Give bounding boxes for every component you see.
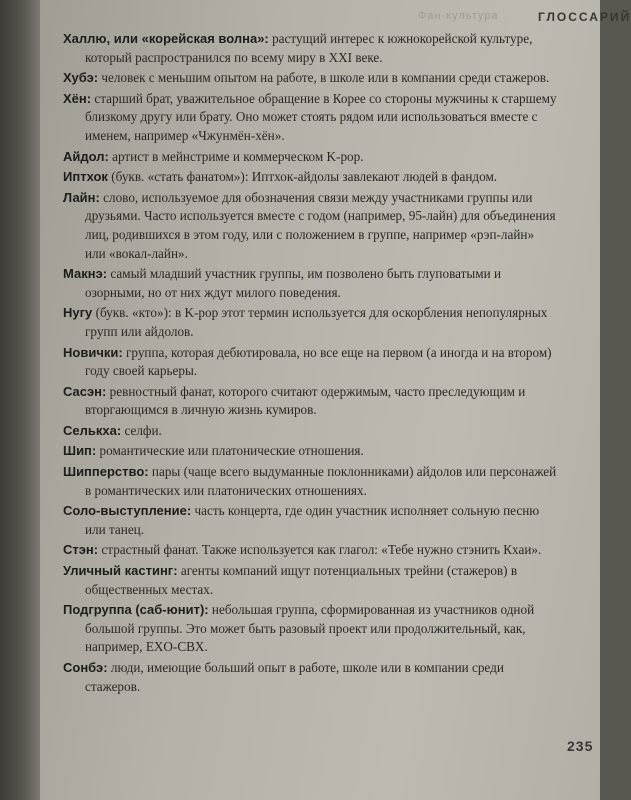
glossary-entry bbox=[63, 168, 558, 187]
glossary-definition: слово, используемое для обозначения связи между участниками группы или друзьями. Часто используется вместе с годом (например, 95-лайн) для объединения лиц, родившихся в этом году, или с положением в группе, например «рэп-лайн» или «вокал-лайн». bbox=[85, 189, 556, 261]
glossary-definition: (букв. «кто»): в K-pop этот термин используется для оскорбления непопулярных групп или айдолов. bbox=[85, 305, 548, 339]
glossary-entry bbox=[63, 90, 558, 146]
glossary-term: Хён: bbox=[63, 90, 92, 106]
glossary-entry bbox=[63, 69, 558, 88]
glossary-term: Айдол: bbox=[63, 148, 109, 164]
glossary-term: Лайн: bbox=[63, 189, 100, 205]
glossary-term: Нугу bbox=[63, 305, 93, 321]
glossary-term: Хубэ: bbox=[63, 70, 99, 86]
glossary-entry bbox=[63, 304, 558, 341]
glossary-entry bbox=[63, 265, 558, 302]
glossary-entry bbox=[63, 463, 558, 500]
glossary-definition: самый младший участник группы, им позволено быть глуповатыми и озорными, но от них ждут милого поведения. bbox=[85, 266, 502, 300]
running-head-faint: Фан-культура bbox=[418, 10, 499, 22]
glossary-definition: небольшая группа, сформированная из участников одной большой группы. Это может быть разовый проект или продолжительный, как, например, EXO-CBX. bbox=[85, 602, 535, 655]
glossary-entry bbox=[63, 601, 558, 657]
glossary-definition: селфи. bbox=[121, 422, 162, 438]
glossary-term: Сонбэ: bbox=[63, 660, 108, 675]
glossary-entry bbox=[63, 541, 558, 560]
glossary-term: Новички: bbox=[63, 344, 123, 360]
glossary-entry bbox=[63, 659, 558, 696]
glossary-definition: ревностный фанат, которого считают одержимым, часто преследующим и вторгающимся в личную жизнь кумиров. bbox=[85, 383, 526, 418]
running-head: ГЛОССАРИЙ bbox=[538, 10, 631, 24]
glossary-term: Шипперство: bbox=[63, 464, 149, 480]
page-gutter-shadow bbox=[0, 0, 40, 800]
glossary-definition: человек с меньшим опытом на работе, в школе или в компании среди стажеров. bbox=[98, 70, 550, 86]
glossary-entry bbox=[63, 442, 558, 461]
glossary-definition: старший брат, уважительное обращение в Корее со стороны мужчины к старшему близкому другу или брату. Оно может стоять рядом или использоваться вместе с именем, например «Чжунмён-хён». bbox=[85, 90, 557, 143]
glossary-term: Селькха: bbox=[63, 422, 122, 438]
glossary-term: Подгруппа (саб-юнит): bbox=[63, 602, 209, 618]
glossary-entry bbox=[63, 148, 558, 167]
glossary-entry bbox=[63, 502, 558, 539]
glossary-definition: романтические или платонические отношения. bbox=[96, 443, 364, 459]
glossary-term: Уличный кастинг: bbox=[63, 563, 178, 579]
glossary-term: Иптхок bbox=[63, 169, 108, 185]
glossary-entry bbox=[63, 562, 558, 599]
glossary-definition: часть концерта, где один участник исполняет сольную песню или танец. bbox=[85, 503, 540, 537]
glossary-term: Шип: bbox=[63, 443, 97, 459]
glossary-term: Сасэн: bbox=[63, 383, 107, 399]
glossary-definition: агенты компаний ищут потенциальных трейни (стажеров) в общественных местах. bbox=[85, 563, 518, 597]
glossary-entry bbox=[63, 422, 558, 441]
glossary-list bbox=[63, 30, 558, 698]
glossary-definition: артист в мейнстриме и коммерческом K-pop. bbox=[108, 148, 364, 164]
glossary-term: Макнэ: bbox=[63, 266, 108, 282]
glossary-definition: пары (чаще всего выдуманные поклонниками) айдолов или персонажей в романтических или платонических отношениях. bbox=[85, 464, 557, 498]
glossary-definition: группа, которая дебютировала, но все еще на первом (а иногда и на втором) году своей карьеры. bbox=[85, 344, 552, 379]
glossary-definition: люди, имеющие больший опыт в работе, школе или в компании среди стажеров. bbox=[85, 660, 504, 694]
glossary-definition: (букв. «стать фанатом»): Иптхок-айдолы завлекают людей в фандом. bbox=[107, 169, 498, 185]
page-number: 235 bbox=[567, 738, 594, 754]
glossary-entry bbox=[63, 344, 558, 381]
glossary-definition: растущий интерес к южнокорейской культуре, который распространился по всему миру в XXI веке. bbox=[85, 31, 533, 65]
glossary-term: Халлю, или «корейская волна»: bbox=[63, 31, 269, 46]
glossary-entry bbox=[63, 383, 558, 420]
glossary-term: Стэн: bbox=[63, 542, 99, 558]
glossary-definition: страстный фанат. Также используется как глагол: «Тебе нужно стэнить Кхаи». bbox=[98, 542, 542, 558]
glossary-entry bbox=[63, 189, 558, 263]
glossary-term: Соло-выступление: bbox=[63, 503, 192, 519]
glossary-entry bbox=[63, 30, 558, 67]
